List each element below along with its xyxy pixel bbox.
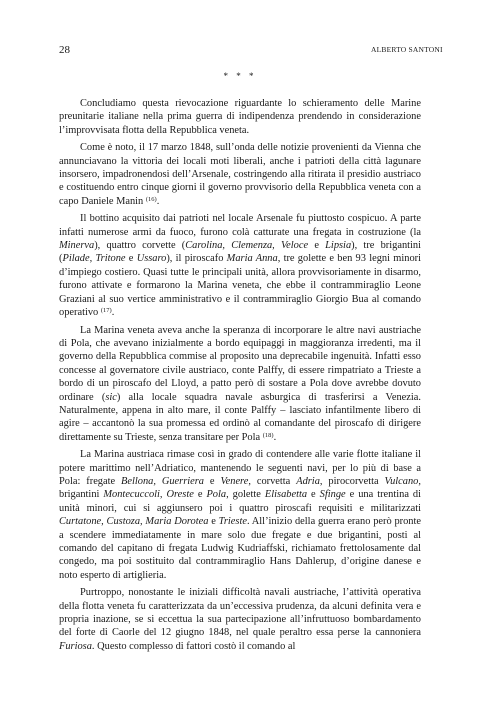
text-run: ), quattro corvette ( [94,240,186,252]
paragraph [59,212,421,319]
italic-text: Pola [206,489,227,501]
text-run: e [204,475,221,487]
italic-text: Furiosa [59,640,92,652]
text-run: ), il piroscafo [166,253,227,265]
text-run: , pirocorvetta [319,475,385,487]
text-run: , tre golette e ben 93 legni minori d’impiego costiero. Quasi tutte le principali unità, allora provvisoriamente in disarmo, furono attivate e formarono la Marina veneta, che ebbe il contrammiraglio Leone Graziani al suo vertice amministrativo e il contrammiraglio Giorgio Bua al comando operativo [59,253,421,319]
italic-text: Sfinge [319,489,346,501]
text-run: , brigantini [59,475,421,501]
section-separator: * * * [223,71,257,81]
italic-text: Maria Anna [226,253,278,265]
text-run: . Questo complesso di fattori costò il comando al [91,640,296,652]
text-run: . All’inizio della guerra erano però pronte a scendere immediatamente in mare solo due fregate e due brigantini, posti al comando del capitano di fregata Ludwig Kudriaffski, richiamato frettolosamente dal congedo, ma poi sostituito dal contrammiraglio Hans Dahlerup, d’origine danese e noto esperto di artiglieria. [59,516,421,581]
text-run: , golette [226,489,265,501]
italic-text: Carolina, Clemenza, Veloce [185,240,309,252]
italic-text: Elisabetta [264,489,308,501]
italic-text: Pilade, Tritone [62,253,126,265]
text-run: e [193,489,207,501]
footnote-ref: (16) [145,195,157,203]
text-run: Come è noto, il 17 marzo 1848, sull’onda delle notizie provenienti da Vienna che annunciavano la vittoria dei locali moti liberali, anche i patrioti della città lagunare insorsero, impadronendosi dell’Arsenale, costringendo alla ritirata il presidio austriaco e costituendo entro cinque giorni il governo provvisorio della Repubblica veneta con a capo Daniele Manin [59,142,421,207]
italic-text: Bellona, Guerriera [121,475,204,487]
text-run: . [156,195,160,207]
paragraph [59,141,421,208]
italic-text: Venere [220,475,249,487]
text-run: , corvetta [248,475,297,487]
footnote-ref: (18) [262,431,274,439]
italic-text: Montecuccoli, Oreste [103,489,194,501]
paragraph [59,586,421,653]
text-run: e [208,516,219,528]
italic-text: Lipsia [325,240,352,252]
text-run: La Marina austriaca rimase così in grado di contendere alle varie flotte italiane il potere marittimo nell’Adriatico, mantenendo le seguenti navi, per lo più di base a Pola: fregate [59,449,421,487]
text-run: e [307,489,320,501]
text-run: ), tre brigantini ( [59,240,421,265]
footnote-ref: (17) [100,307,112,315]
body-text [59,97,421,653]
running-head: ALBERTO SANTONI [371,45,443,54]
text-run: e una trentina di unità minori, cui si aggiunsero poi i quattro piroscafi requisiti e militarizzati [59,489,422,514]
page-number: 28 [59,44,70,56]
italic-text: Curtatone, Custoza, Maria Dorotea [59,516,209,528]
text-run: Concludiamo questa rievocazione riguardante lo schieramento delle Marine preunitarie italiane nella prima guerra di indipendenza prendendo in considerazione l’improvvisata flotta della Repubblica veneta. [59,98,421,136]
paragraph [59,448,421,582]
italic-text: Vulcano [384,475,419,487]
text-run: La Marina veneta aveva anche la speranza di incorporare le altre navi austriache di Pola, che avevano inizialmente a bordo equipaggi in maggioranza irredenti, ma il governo della Repubblica commise al proposito una deprecabile ingenuità. Infatti esso concesse al governatore civile austriaco, conte Palffy, di essere rimpatriato a Trieste a bordo di un piroscafo del Lloyd, a patto però di sostare a Pola dove avrebbe dovuto ordinare ( [59,324,421,403]
italic-text: Adria [296,475,320,487]
text-run: e [308,240,326,252]
italic-text: sic [105,391,117,403]
italic-text: Ussaro [136,253,167,265]
paragraph [59,97,421,137]
text-run: ) alla locale squadra navale asburgica di trasferirsi a Venezia. Naturalmente, appena in alto mare, il conte Palffy – lasciato infantilmente libero di agire – accantonò la sua promessa ed ordinò al comandante del piroscafo di dirigere direttamente su Trieste, senza transitare per Pola [59,391,421,443]
text-run: Il bottino acquisito dai patrioti nel locale Arsenale fu piuttosto cospicuo. A parte infatti numerose armi da fuoco, furono colà catturate una fregata in costruzione (la [59,213,421,238]
paragraph [59,324,421,445]
text-run: . [111,307,115,319]
italic-text: Trieste [218,516,247,528]
italic-text: Minerva [59,240,95,252]
text-run: . [273,431,277,443]
text-run: Purtroppo, nonostante le iniziali difficoltà navali austriache, l’attività operativa della flotta veneta fu caratterizzata da un’eccessiva prudenza, da alcuni definita vera e propria inazione, se si eccettua la sua partecipazione all’infruttuoso bombardamento del forte di Caorle del 12 giugno 1848, nel quale peraltro essa perse la cannoniera [59,587,421,639]
text-run: e [125,253,137,265]
